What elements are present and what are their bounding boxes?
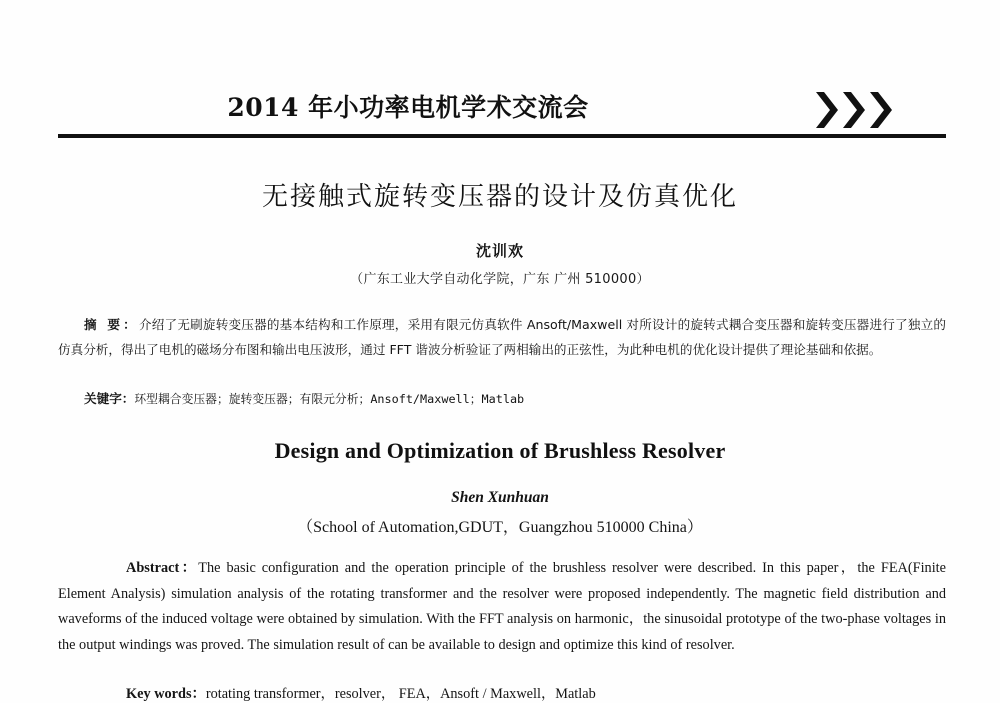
page-title-chinese: 无接触式旋转变压器的设计及仿真优化 [261,182,738,212]
keywords-chinese [58,388,972,407]
keywords-label-chinese: 关键字： [84,391,135,406]
keywords-label-english: Key words： [126,686,206,702]
abstract-body-chinese: 介绍了无刷旋转变压器的基本结构和工作原理，采用有限元仿真软件 Ansoft/Maxwell 对所设计的旋转式耦合变压器和旋转变压器进行了独立的仿真分析，得出了电机的磁场分布图和输出电压波形，通过 FFT 谐波分析验证了两相输出的正弦性，为此种电机的优化设计提供了理论基础和依据。 [58,317,946,357]
page-title-english: Design and Optimization of Brushless Resolver [274,438,726,463]
keywords-body-chinese: 环型耦合变压器；旋转变压器；有限元分析；Ansoft/Maxwell；Matlab [134,392,525,406]
abstract-body-english: The basic configuration and the operation principle of the brushless resolver were described. In this paper，the FEA(Finite Element Analysis) simulation analysis of the rotating transformer and the resolver were proposed independently. The magnetic field distribution and waveforms of the induced voltage were obtained by simulation. With the FFT analysis on harmonic，the sinusoidal prototype of the two-phase voltages in the output windings was proved. The simulation result of can be available to design and optimize this kind of resolver. [58,560,946,654]
header-divider-rule [58,134,946,138]
author-affiliation-chinese: （广东工业大学自动化学院，广东 广州 510000） [350,272,650,287]
author-name-english: Shen Xunhuan [451,489,549,506]
abstract-chinese [58,313,946,362]
running-header-title: 2014 年小功率电机学术交流会 [227,93,589,122]
abstract-label-chinese: 摘 要： [84,317,139,332]
triple-chevron-right-icon [814,90,894,130]
keywords-body-english: rotating transformer，resolver， FEA，Ansoft / Maxwell，Matlab [205,686,596,702]
abstract-label-english: Abstract： [126,560,199,576]
abstract-english [58,556,946,659]
page-header [58,88,946,140]
author-name-chinese: 沈训欢 [475,242,524,260]
author-affiliation-english: （School of Automation,GDUT，Guangzhou 510000 China） [297,519,703,536]
keywords-english [58,683,1000,703]
